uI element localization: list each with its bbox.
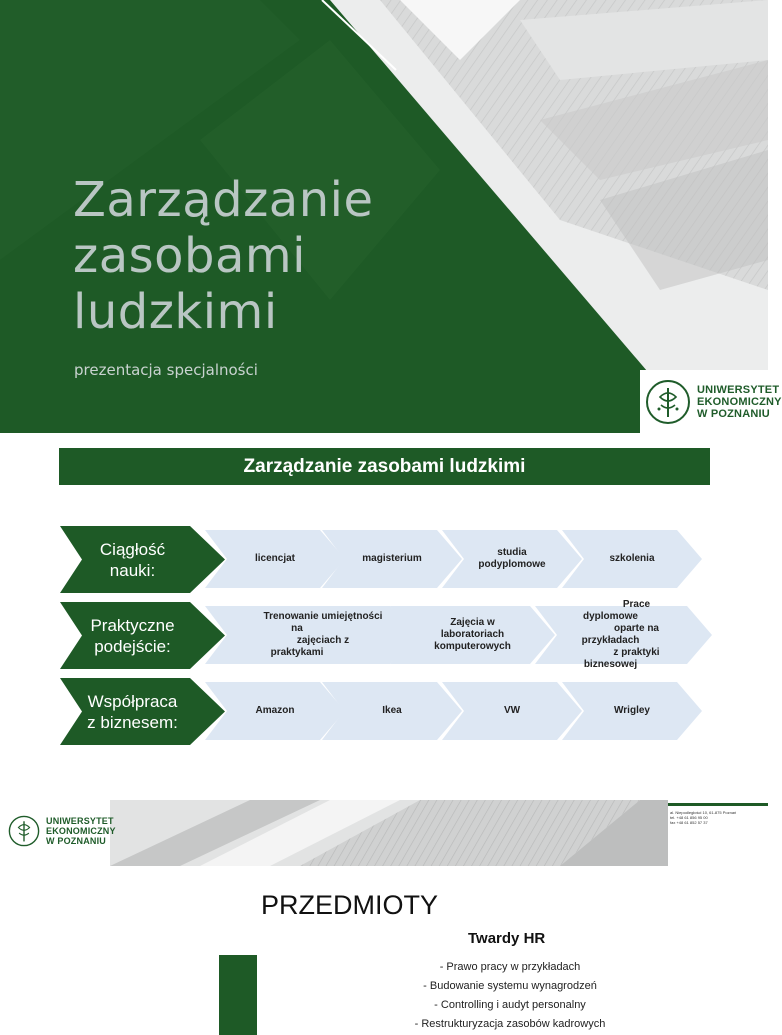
slide-title bbox=[73, 172, 374, 340]
chevron-text: Ikea bbox=[382, 705, 402, 716]
logo-line-2: EKONOMICZNY bbox=[697, 396, 782, 408]
logo-line-2: EKONOMICZNY bbox=[46, 826, 116, 836]
list-item: - Prawo pracy w przykładach bbox=[439, 961, 581, 973]
chevron-text: VW bbox=[503, 705, 521, 716]
chevron-item bbox=[442, 530, 582, 588]
list-item: - Budowanie systemu wynagrodzeń bbox=[423, 980, 597, 992]
chevron-text-line-2: zajęciach z praktykami bbox=[270, 635, 350, 658]
address-line-2: tel. +48 61 856 95 00 bbox=[670, 815, 708, 820]
chevron-text: magisterium bbox=[362, 553, 422, 564]
row-label-line-2: nauki: bbox=[109, 560, 156, 580]
title-slide bbox=[0, 0, 782, 433]
row-business bbox=[60, 678, 712, 745]
chevron-text-line-1: Zajęcia w bbox=[450, 617, 495, 628]
university-logo bbox=[8, 815, 116, 847]
accent-block bbox=[219, 955, 257, 1035]
list-item: - Restrukturyzacja zasobów kadrowych bbox=[414, 1018, 606, 1030]
logo-line-1: UNIWERSYTET bbox=[46, 816, 114, 826]
chevron-text-line-3: z praktyki biznesowej bbox=[583, 647, 660, 670]
row-practical bbox=[60, 599, 712, 670]
university-emblem-icon bbox=[645, 379, 691, 425]
chevron-text-line-1: studia bbox=[497, 547, 527, 558]
chevron-text: szkolenia bbox=[609, 553, 655, 564]
chevron-text: Wrigley bbox=[614, 705, 650, 716]
chevron-text-line-3: komputerowych bbox=[434, 641, 511, 652]
row-label-line-1: Współpraca bbox=[87, 691, 178, 711]
specialization-slide bbox=[0, 433, 768, 788]
chevron-text-line-2: oparte na przykładach bbox=[581, 623, 659, 646]
row-label-line-1: Praktyczne bbox=[90, 615, 175, 635]
chevron-item bbox=[442, 682, 582, 740]
subjects-subtitle: Twardy HR bbox=[468, 930, 546, 947]
row-label-line-1: Ciągłość bbox=[99, 539, 166, 559]
chevron-item bbox=[535, 599, 712, 670]
logo-line-3: W POZNANIU bbox=[46, 836, 106, 846]
list-item: - Controlling i audyt personalny bbox=[434, 999, 586, 1011]
address-divider bbox=[668, 803, 768, 806]
subjects-title: PRZEDMIOTY bbox=[261, 890, 439, 920]
chevron-text-line-1: Prace dyplomowe bbox=[582, 599, 651, 622]
row-label bbox=[60, 602, 225, 669]
address-line-3: fax +48 61 852 57 37 bbox=[670, 820, 708, 825]
chevron-item bbox=[562, 682, 702, 740]
title-line-1: Zarządzanie bbox=[73, 172, 374, 228]
chevron-text-line-2: podyplomowe bbox=[478, 559, 546, 570]
row-label bbox=[60, 526, 225, 593]
chevron-text-line-1: Trenowanie umiejętności na bbox=[263, 611, 383, 634]
logo-line-3: W POZNANIU bbox=[697, 408, 770, 420]
logo-line-1: UNIWERSYTET bbox=[697, 384, 780, 396]
row-label-line-2: z biznesem: bbox=[87, 712, 178, 732]
chevron-item bbox=[322, 682, 462, 740]
chevron-item bbox=[390, 606, 555, 664]
contact-address bbox=[670, 810, 736, 825]
title-line-2: zasobami bbox=[73, 228, 306, 284]
subjects-list bbox=[400, 958, 620, 1034]
title-line-3: ludzkimi bbox=[73, 284, 278, 340]
chevron-text: licencjat bbox=[254, 553, 296, 564]
subjects-slide bbox=[0, 788, 768, 1030]
row-label-line-2: podejście: bbox=[94, 636, 171, 656]
address-line-1: al. Niepodległości 10, 61-875 Poznań bbox=[670, 810, 737, 815]
row-label bbox=[60, 678, 225, 745]
row-continuity bbox=[60, 526, 712, 593]
chevron-text: Amazon bbox=[255, 705, 295, 716]
chevron-item bbox=[562, 530, 702, 588]
chevron-text-line-2: laboratoriach bbox=[440, 629, 505, 640]
slide-subtitle: prezentacja specjalności bbox=[74, 361, 258, 379]
university-logo bbox=[645, 379, 782, 425]
slide-header: Zarządzanie zasobami ludzkimi bbox=[59, 448, 710, 485]
university-emblem-icon bbox=[8, 815, 40, 847]
